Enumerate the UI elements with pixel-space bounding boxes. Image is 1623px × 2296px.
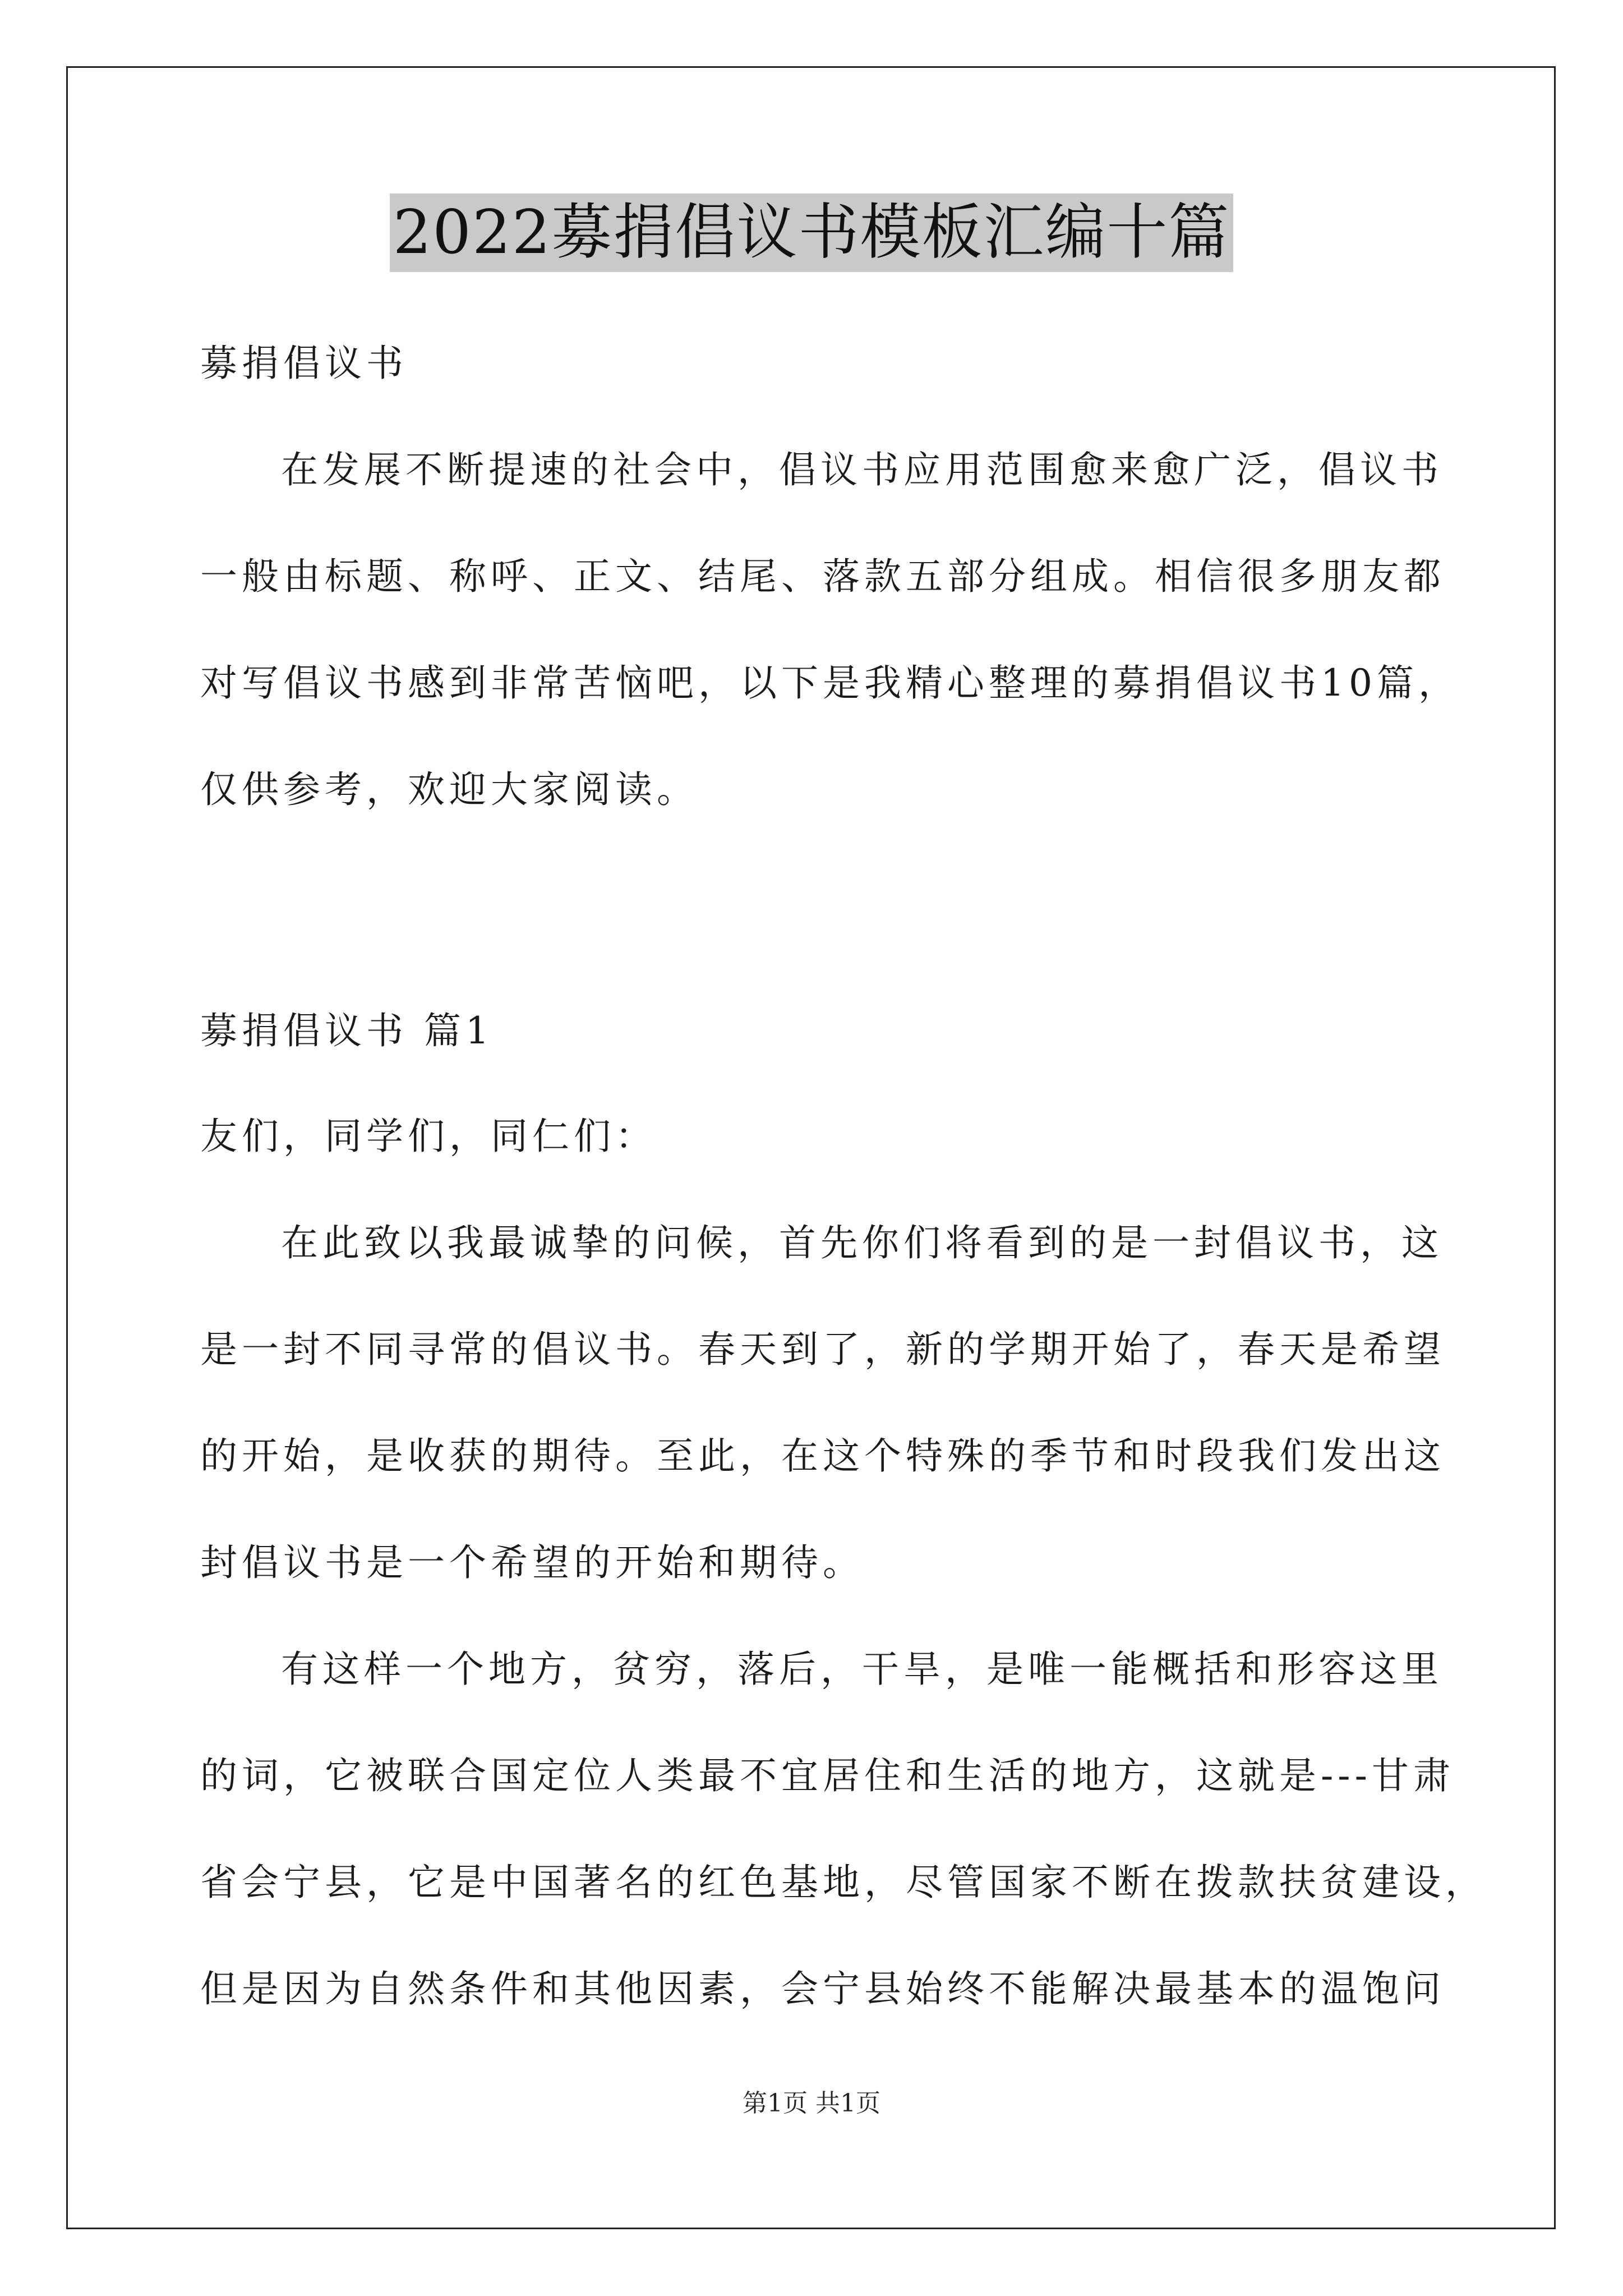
section-heading: 募捐倡议书 篇1	[200, 1009, 494, 1052]
paragraph1-line-3: 的开始，是收获的期待。至此，在这个特殊的季节和时段我们发出这	[200, 1434, 1445, 1478]
paragraph1-line-2: 是一封不同寻常的倡议书。春天到了，新的学期开始了，春天是希望	[200, 1328, 1445, 1371]
document-title: 2022募捐倡议书模板汇编十篇	[390, 194, 1234, 272]
intro-heading: 募捐倡议书	[200, 342, 408, 385]
paragraph2-line-4: 但是因为自然条件和其他因素，会宁县始终不能解决最基本的温饱问	[200, 1967, 1445, 2010]
paragraph2-line-3: 省会宁县，它是中国著名的红色基地，尽管国家不断在拨款扶贫建设，	[200, 1861, 1487, 1904]
page-footer: 第1页 共1页	[743, 2089, 880, 2118]
paragraph2-line-1: 有这样一个地方，贫穷，落后，干旱，是唯一能概括和形容这里	[281, 1648, 1443, 1691]
paragraph1-line-1: 在此致以我最诚挚的问候，首先你们将看到的是一封倡议书，这	[281, 1221, 1443, 1264]
intro-line-3: 对写倡议书感到非常苦恼吧，以下是我精心整理的募捐倡议书10篇，	[200, 661, 1460, 705]
intro-line-1: 在发展不断提速的社会中，倡议书应用范围愈来愈广泛，倡议书	[281, 448, 1443, 491]
intro-line-4: 仅供参考，欢迎大家阅读。	[200, 768, 698, 811]
salutation: 友们，同学们，同仁们：	[200, 1115, 657, 1158]
paragraph1-line-4: 封倡议书是一个希望的开始和期待。	[200, 1541, 864, 1584]
intro-line-2: 一般由标题、称呼、正文、结尾、落款五部分组成。相信很多朋友都	[200, 555, 1445, 598]
paragraph2-line-2: 的词，它被联合国定位人类最不宜居住和生活的地方，这就是---甘肃	[200, 1754, 1455, 1797]
title-wrap	[0, 194, 1623, 272]
